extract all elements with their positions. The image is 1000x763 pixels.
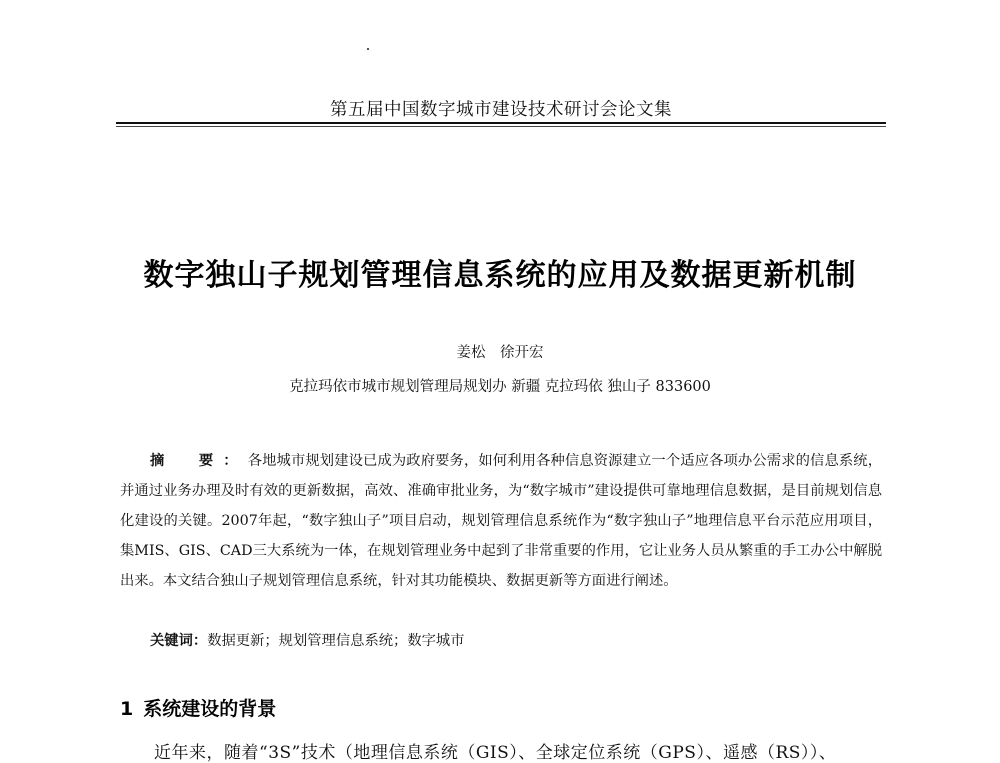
abstract	[120, 446, 882, 596]
section-heading-text: 系统建设的背景	[143, 698, 277, 720]
header-rule-thin	[116, 126, 886, 127]
header-rule	[116, 122, 886, 124]
section-heading	[120, 694, 276, 721]
running-header: 第五届中国数字城市建设技术研讨会论文集	[330, 100, 672, 120]
abstract-text: 各地城市规划建设已成为政府要务，如何利用各种信息资源建立一个适应各项办公需求的信息系统，并通过业务办理及时有效的更新数据，高效、准确审批业务，为“数字城市”建设提供可靠地理信息数据，是目前规划信息化建设的关键。2007年起，“数字独山子”项目启动，规划管理信息系统作为“数字独山子”地理信息平台示范应用项目，集MIS、GIS、CAD三大系统为一体，在规划管理业务中起到了非常重要的作用，它让业务人员从繁重的手工办公中解脱出来。本文结合独山子规划管理信息系统，针对其功能模块、数据更新等方面进行阐述。	[120, 453, 883, 589]
keywords-label: 关键词：	[150, 633, 208, 649]
section-number: 1	[120, 698, 134, 720]
scan-speck	[367, 48, 369, 50]
paper-authors: 姜松 徐开宏	[456, 345, 544, 361]
keywords	[150, 626, 880, 656]
paper-title: 数字独山子规划管理信息系统的应用及数据更新机制	[143, 258, 857, 293]
paper-affiliation: 克拉玛依市城市规划管理局规划办 新疆 克拉玛依 独山子 833600	[289, 379, 711, 395]
body-paragraph: 近年来，随着“3S”技术（地理信息系统（GIS）、全球定位系统（GPS）、遥感（RS））、	[154, 743, 837, 763]
keywords-text: 数据更新；规划管理信息系统；数字城市	[207, 633, 465, 649]
abstract-label: 摘 要：	[150, 453, 248, 469]
